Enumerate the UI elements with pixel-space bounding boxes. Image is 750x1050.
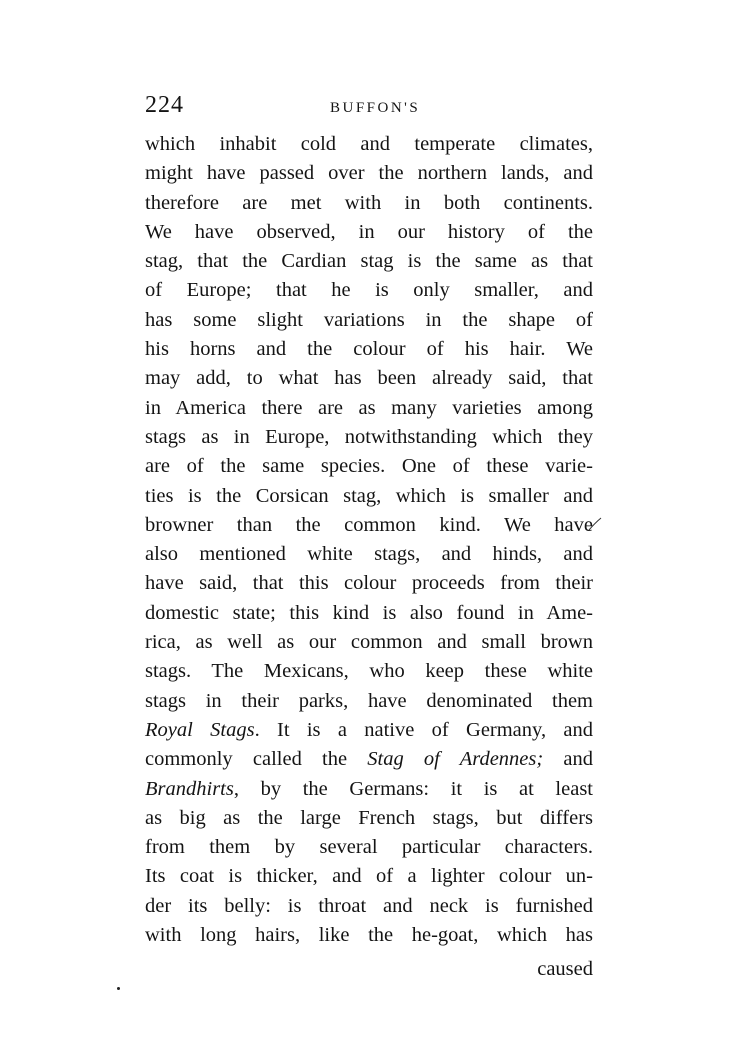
text-line: stags in their parks, have denominated them bbox=[145, 689, 593, 712]
ink-flourish-mark bbox=[588, 517, 602, 531]
text-segment: . It is a native of Germany, and bbox=[254, 718, 593, 741]
body-text bbox=[145, 130, 593, 950]
text-line bbox=[145, 775, 593, 804]
text-segment: , by the Germans: it is at least bbox=[233, 777, 593, 800]
text-line: domestic state; this kind is also found in Ame- bbox=[145, 601, 593, 624]
text-line: which inhabit cold and temperate climates, bbox=[145, 133, 593, 155]
text-line: may add, to what has been already said, that bbox=[145, 367, 593, 390]
text-line: has some slight variations in the shape of bbox=[145, 308, 593, 331]
text-line: with long hairs, like the he-goat, which has bbox=[145, 924, 593, 947]
italic-segment: Royal Stags bbox=[145, 718, 255, 741]
text-line: therefore are met with in both continents. bbox=[145, 191, 593, 214]
text-line: of Europe; that he is only smaller, and bbox=[145, 279, 593, 302]
text-line: rica, as well as our common and small brown bbox=[145, 631, 593, 654]
text-segment: commonly called the bbox=[145, 748, 368, 771]
catchword: caused bbox=[537, 958, 593, 980]
text-line: his horns and the colour of his hair. We bbox=[145, 338, 593, 361]
text-line: ties is the Corsican stag, which is smaller and bbox=[145, 484, 593, 507]
text-line: browner than the common kind. We have bbox=[145, 513, 593, 536]
text-line: stags as in Europe, notwithstanding which they bbox=[145, 425, 593, 448]
text-line: der its belly: is throat and neck is furnished bbox=[145, 894, 593, 917]
running-title: BUFFON'S bbox=[330, 100, 421, 116]
stray-ink-dot bbox=[117, 987, 120, 990]
text-line: from them by several particular characters. bbox=[145, 836, 593, 859]
text-line: as big as the large French stags, but differs bbox=[145, 806, 593, 829]
text-line: also mentioned white stags, and hinds, and bbox=[145, 543, 593, 566]
running-head bbox=[145, 92, 595, 122]
text-line: Its coat is thicker, and of a lighter colour un- bbox=[145, 865, 593, 888]
italic-segment: Stag of Ardennes; bbox=[367, 748, 544, 771]
italic-segment: Brandhirts bbox=[145, 777, 234, 800]
text-line bbox=[145, 716, 593, 745]
text-line: are of the same species. One of these varie- bbox=[145, 455, 593, 478]
text-line bbox=[145, 745, 593, 774]
text-line: stags. The Mexicans, who keep these white bbox=[145, 660, 593, 683]
page-number: 224 bbox=[145, 92, 184, 118]
text-line: might have passed over the northern lands, and bbox=[145, 162, 593, 185]
text-line: in America there are as many varieties among bbox=[145, 396, 593, 419]
text-segment: and bbox=[543, 748, 594, 771]
text-line: stag, that the Cardian stag is the same as that bbox=[145, 250, 593, 273]
text-line: We have observed, in our history of the bbox=[145, 220, 593, 243]
text-line: have said, that this colour proceeds from their bbox=[145, 572, 593, 595]
